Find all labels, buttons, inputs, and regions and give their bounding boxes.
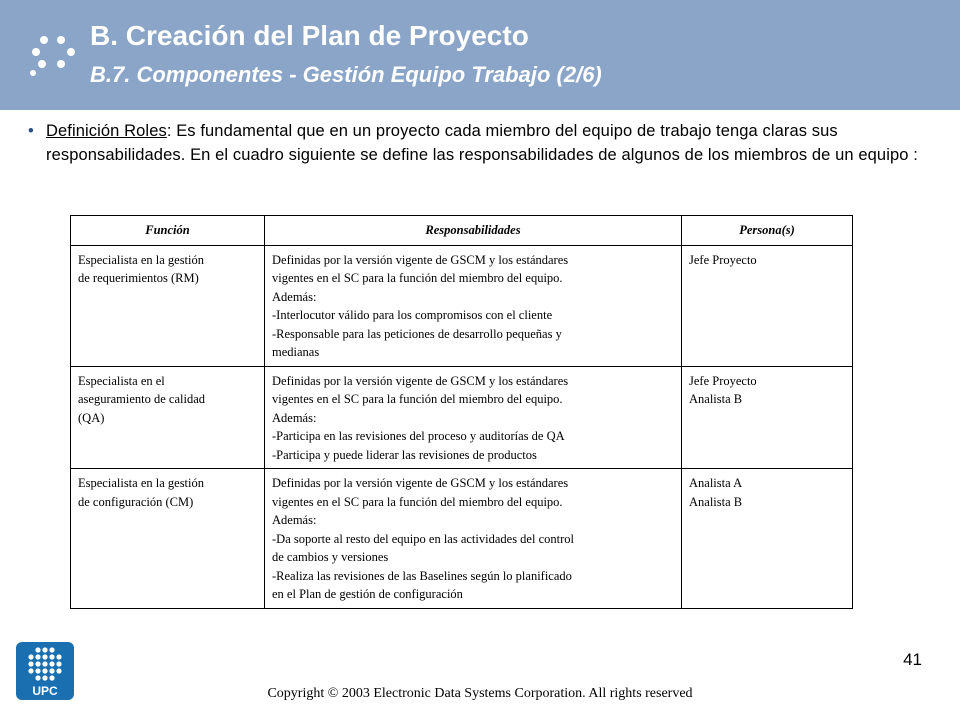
cell-responsabilidades [265, 366, 682, 469]
cell-line: Analista A [689, 476, 743, 490]
cell-line: de cambios y versiones [272, 550, 389, 564]
cell-line: -Interlocutor válido para los compromisos con el cliente [272, 308, 553, 322]
cell-personas [682, 366, 853, 469]
cell-line: -Da soporte al resto del equipo en las actividades del control [272, 531, 574, 546]
cell-line: Además: [272, 410, 317, 425]
copyright-notice: Copyright © 2003 Electronic Data Systems Corporation. All rights reserved [267, 686, 693, 701]
table-row [71, 366, 853, 469]
cell-line: de requerimientos (RM) [78, 271, 199, 285]
cell-funcion [71, 366, 265, 469]
cell-line: Además: [272, 513, 317, 527]
logo-text: UPC [32, 684, 58, 698]
slide-subtitle: B.7. Componentes - Gestión Equipo Trabajo (2/6) [90, 62, 602, 87]
cell-line: vigentes en el SC para la función del miembro del equipo. [272, 494, 563, 509]
roles-table [70, 215, 853, 609]
cell-line: Además: [272, 289, 317, 304]
slide-header [0, 0, 960, 110]
cell-line: -Responsable para las peticiones de desarrollo pequeñas y [272, 326, 562, 341]
cell-line: Especialista en el [78, 373, 165, 388]
cell-line: Definidas por la versión vigente de GSCM y los estándares [272, 476, 569, 490]
cell-personas [682, 469, 853, 609]
cell-line: -Realiza las revisiones de las Baselines según lo planificado [272, 568, 572, 583]
table-row [71, 469, 853, 609]
cell-line: vigentes en el SC para la función del miembro del equipo. [272, 271, 563, 285]
cell-line: Jefe Proyecto [689, 373, 757, 388]
cell-line: Definidas por la versión vigente de GSCM y los estándares [272, 373, 569, 388]
page-number: 41 [903, 650, 922, 669]
cell-line: Analista B [689, 392, 743, 406]
header-funcion: Función [71, 216, 265, 246]
cell-line: -Participa en las revisiones del proceso y auditorías de QA [272, 429, 565, 443]
cell-line: (QA) [78, 410, 105, 425]
cell-line: Especialista en la gestión [78, 252, 205, 267]
intro-term: Definición Roles [46, 122, 167, 140]
decorative-dots-icon [30, 36, 86, 80]
cell-responsabilidades [265, 469, 682, 609]
cell-line: Jefe Proyecto [689, 252, 757, 267]
cell-line: de configuración (CM) [78, 494, 194, 509]
table-row [71, 245, 853, 366]
cell-line: Especialista en la gestión [78, 476, 205, 490]
table-header-row [71, 216, 853, 246]
bullet-icon: • [28, 122, 34, 140]
cell-funcion [71, 245, 265, 366]
cell-line: -Participa y puede liderar las revisiones de productos [272, 447, 537, 462]
slide-title: B. Creación del Plan de Proyecto [90, 20, 529, 51]
intro-text: : Es fundamental que en un proyecto cada miembro del equipo de trabajo tenga claras sus responsabilidades. En el cuadro siguiente se define las responsabilidades de algunos de los miembros de un equipo : [46, 122, 918, 164]
header-personas: Persona(s) [682, 216, 853, 246]
cell-line: Definidas por la versión vigente de GSCM y los estándares [272, 252, 569, 267]
cell-personas [682, 245, 853, 366]
cell-responsabilidades [265, 245, 682, 366]
cell-line: medianas [272, 345, 320, 359]
cell-funcion [71, 469, 265, 609]
cell-line: en el Plan de gestión de configuración [272, 587, 463, 601]
cell-line: Analista B [689, 494, 743, 509]
intro-paragraph [28, 119, 943, 167]
cell-line: vigentes en el SC para la función del miembro del equipo. [272, 392, 563, 406]
cell-line: aseguramiento de calidad [78, 392, 206, 406]
header-responsabilidades: Responsabilidades [265, 216, 682, 246]
